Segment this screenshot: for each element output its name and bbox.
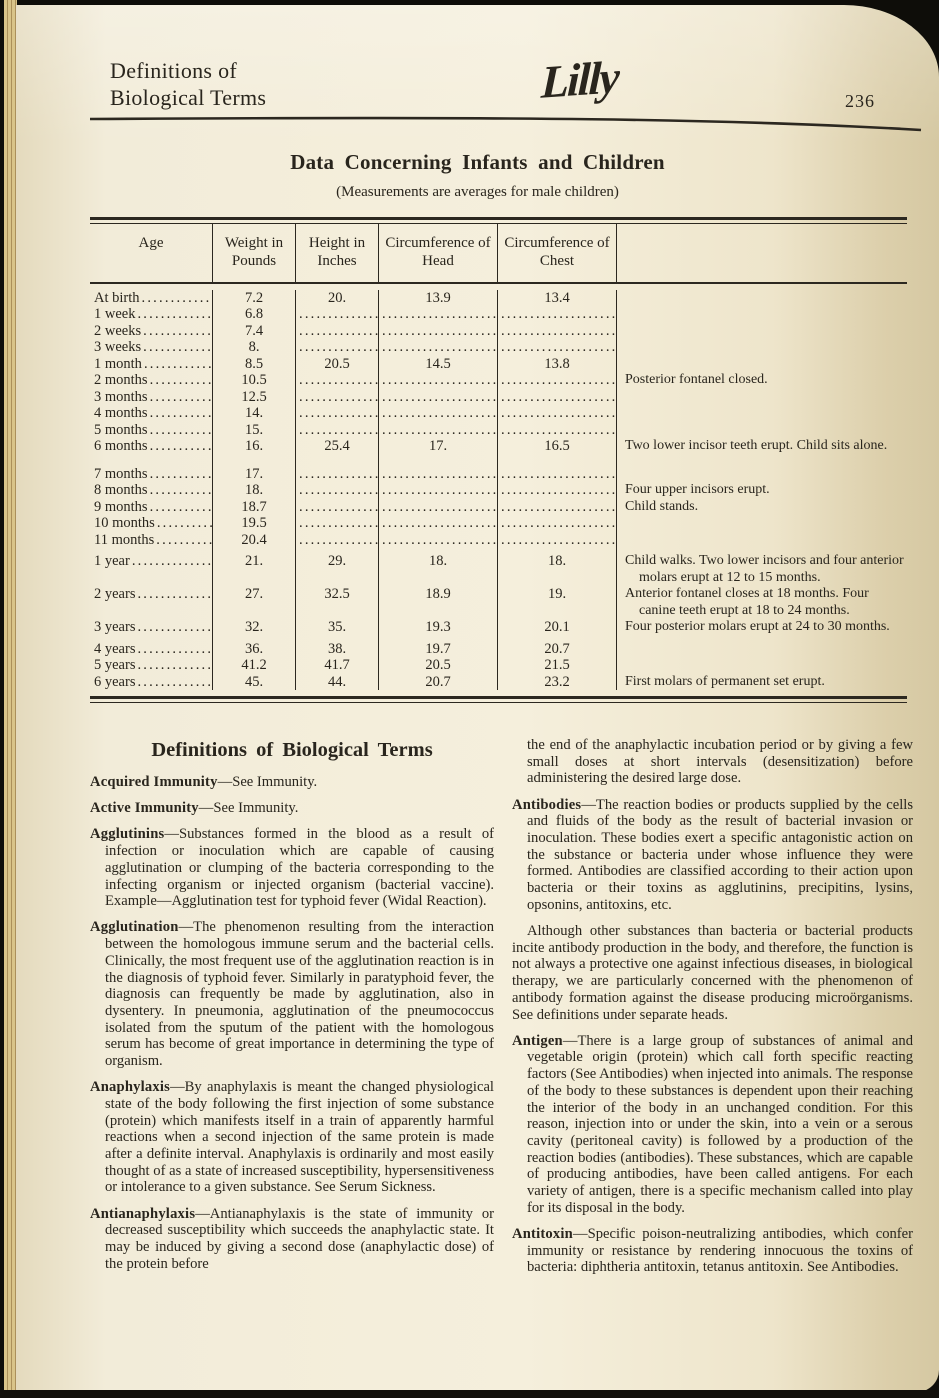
page-header [16,5,939,112]
chest-cell: 21.5 [497,657,616,674]
chest-cell [497,405,616,422]
running-head-line1: Definitions of [110,58,238,83]
head-cell: 18. [378,548,497,586]
age-cell: 1 week ..... [90,306,212,323]
table-bottom-rule [90,696,907,703]
definition-term: Agglutination [90,919,179,936]
chest-cell [497,389,616,406]
height-cell [295,405,378,422]
scan-background-bottom [0,1390,939,1398]
height-cell: 44. [295,674,378,691]
column-header-weight: Weight in Pounds [212,224,295,282]
chest-cell [497,323,616,340]
height-cell [295,306,378,323]
weight-cell: 32. [212,619,295,636]
head-cell [378,499,497,516]
scanned-page [16,5,939,1392]
head-cell [378,389,497,406]
note-cell [616,290,907,307]
definitions-left-column [90,737,494,1286]
height-cell: 32.5 [295,586,378,619]
head-cell [378,372,497,389]
definition-term: Antibodies [512,796,582,813]
head-cell: 19.3 [378,619,497,636]
weight-cell: 36. [212,636,295,658]
definition-continuation: the end of the anaphylactic incubation period or by giving a few small doses at short intervals (desensitization) before administering the desired large dose. [527,737,913,787]
table-row [90,323,907,340]
age-cell: 1 year ..... [90,548,212,586]
age-cell: 3 months ..... [90,389,212,406]
weight-cell: 8.5 [212,356,295,373]
definition-term: Active Immunity [90,800,199,817]
age-cell: At birth ..... [90,290,212,307]
table-row [90,515,907,532]
height-cell: 41.7 [295,657,378,674]
definition-entry: Agglutinins—Substances formed in the blood as a result of infection or inoculation which are capable of causing agglutination or clumping of the bacteria corresponding to the infecting organism or injected organism (bacterial vaccine). Example—Agglutination test for typhoid fever (Widal Reaction). [90,826,494,910]
age-cell: 3 weeks ..... [90,339,212,356]
table-row [90,339,907,356]
head-cell: 19.7 [378,636,497,658]
definition-term: Acquired Immunity [90,774,218,790]
age-cell: 6 months ..... [90,438,212,455]
age-cell: 2 weeks ..... [90,323,212,340]
height-cell [295,389,378,406]
note-cell: Four posterior molars erupt at 24 to 30 months. [616,619,907,636]
height-cell [295,372,378,389]
table-row [90,405,907,422]
definition-entry: Acquired Immunity—See Immunity. [90,774,318,790]
head-cell [378,422,497,439]
running-head [110,57,410,111]
head-cell [378,482,497,499]
weight-cell: 18.7 [212,499,295,516]
height-cell [295,323,378,340]
definition-term: Antitoxin [512,1225,573,1242]
chest-cell: 13.4 [497,290,616,307]
chest-cell [497,482,616,499]
note-cell [616,422,907,439]
definition-entry: Antibodies—The reaction bodies or products supplied by the cells and fluids of the body as the result of bacterial invasion or inoculation. These bodies exert a specific antagonistic action on the substance or bacteria under whose influence they were formed. Antibodies are classified according to their action upon bacteria or their toxins as agglutinins, precipitins, lysins, opsonins, antitoxins, etc. [512,796,913,913]
note-cell [616,356,907,373]
height-cell [295,482,378,499]
weight-cell: 27. [212,586,295,619]
age-cell: 6 years ..... [90,674,212,691]
chest-cell [497,499,616,516]
head-cell [378,339,497,356]
note-cell [616,323,907,340]
height-cell [295,532,378,549]
note-cell: Posterior fontanel closed. [616,372,907,389]
height-cell: 20. [295,290,378,307]
note-cell: Anterior fontanel closes at 18 months. Four canine teeth erupt at 18 to 24 months. [616,586,907,619]
age-cell: 1 month ..... [90,356,212,373]
page-number: 236 [845,91,875,111]
weight-cell: 45. [212,674,295,691]
definition-entry: Antigen—There is a large group of substances of animal and vegetable origin (protein) which call forth specific reacting factors (See Antibodies) when injected into animals. The response of the body to these substances is dependent upon their reaching the interior of the body in an unchanged condition. For this reason, injection into or under the skin, into a vein or a serous cavity (peritoneal cavity) is followed by a production of the reaction bodies (antibodies). These substances, which are capable of producing antibodies, have been called antigens. For each variety of antigen, there is a specific mechanism called into play for its disposal in the body. [512,1032,913,1216]
column-header-chest: Circumference of Chest [497,224,616,282]
weight-cell: 12.5 [212,389,295,406]
height-cell [295,499,378,516]
chest-cell [497,455,616,483]
weight-cell: 21. [212,548,295,586]
column-header-head: Circumference of Head [378,224,497,282]
weight-cell: 18. [212,482,295,499]
note-cell: Child stands. [616,499,907,516]
age-cell: 10 months ..... [90,515,212,532]
table-row [90,482,907,499]
chest-cell [497,339,616,356]
table-header-row [90,224,907,282]
definitions-heading: Definitions of Biological Terms [151,739,433,761]
weight-cell: 41.2 [212,657,295,674]
table-row [90,532,907,549]
weight-cell: 6.8 [212,306,295,323]
table-row [90,290,907,307]
definition-entry: Anaphylaxis—By anaphylaxis is meant the changed physiological state of the body following the first injection of some substance (protein) which manifests itself in a train of apparently harmful reactions when a second injection of the same protein is made after a definite interval. Anaphylaxis is ordinarily and most easily thought of as a state of increased susceptibility, hypersensitiveness or intolerance to a given substance. See Serum Sickness. [90,1079,494,1196]
definition-term: Antianaphylaxis [90,1205,196,1222]
head-cell [378,405,497,422]
table-row [90,619,907,636]
table-row [90,356,907,373]
chest-cell: 20.1 [497,619,616,636]
definition-entry: Antitoxin—Specific poison-neutralizing antibodies, which confer immunity or resistance by rendering innocuous the toxins of bacteria: diphtheria antitoxin, tetanus antitoxin. See Antibodies. [512,1225,913,1276]
table-top-rule [90,217,907,224]
height-cell: 38. [295,636,378,658]
chest-cell: 19. [497,586,616,619]
note-cell [616,636,907,658]
height-cell [295,515,378,532]
height-cell: 20.5 [295,356,378,373]
head-cell: 18.9 [378,586,497,619]
chest-cell: 13.8 [497,356,616,373]
table-row [90,586,907,619]
table-subtitle: (Measurements are averages for male children) [336,184,619,200]
age-cell: 4 years ..... [90,636,212,658]
note-cell [616,389,907,406]
age-cell: 8 months ..... [90,482,212,499]
chest-cell [497,515,616,532]
header-rule [90,116,922,134]
height-cell: 35. [295,619,378,636]
table-row [90,422,907,439]
chest-cell [497,532,616,549]
weight-cell: 16. [212,438,295,455]
weight-cell: 14. [212,405,295,422]
age-cell: 5 months ..... [90,422,212,439]
note-cell: Child walks. Two lower incisors and four anterior molars erupt at 12 to 15 months. [616,548,907,586]
running-head-line2: Biological Terms [110,85,267,110]
age-cell: 9 months ..... [90,499,212,516]
note-cell [616,532,907,549]
height-cell [295,339,378,356]
weight-cell: 15. [212,422,295,439]
note-cell [616,515,907,532]
note-cell [616,339,907,356]
head-cell [378,323,497,340]
column-header-notes [616,224,907,282]
column-header-height: Height in Inches [295,224,378,282]
age-cell: 2 years ..... [90,586,212,619]
height-cell: 25.4 [295,438,378,455]
head-cell [378,532,497,549]
table-title: Data Concerning Infants and Children [290,150,665,174]
definitions-right-column [512,737,913,1286]
table-row [90,636,907,658]
table-body [90,284,907,697]
age-cell: 3 years ..... [90,619,212,636]
weight-cell: 7.4 [212,323,295,340]
height-cell [295,422,378,439]
note-cell [616,455,907,483]
height-cell: 29. [295,548,378,586]
chest-cell: 16.5 [497,438,616,455]
age-cell: 11 months ..... [90,532,212,549]
head-cell: 20.7 [378,674,497,691]
table-row [90,674,907,691]
definition-term: Anaphylaxis [90,1079,171,1096]
chest-cell [497,306,616,323]
chest-cell [497,372,616,389]
definition-term: Antigen [512,1032,563,1049]
age-cell: 5 years ..... [90,657,212,674]
lilly-logo: Lilly [540,51,619,108]
age-cell: 4 months ..... [90,405,212,422]
head-cell: 13.9 [378,290,497,307]
table-row [90,455,907,483]
table-row [90,389,907,406]
column-header-age: Age [138,235,164,251]
table-row [90,438,907,455]
note-cell: Two lower incisor teeth erupt. Child sits alone. [616,438,907,455]
chest-cell: 18. [497,548,616,586]
definition-term: Agglutinins [90,826,165,843]
table-row [90,657,907,674]
weight-cell: 10.5 [212,372,295,389]
definition-entry: Antianaphylaxis—Antianaphylaxis is the state of immunity or decreased susceptibility which succeeds the anaphylactic state. It may be induced by giving a second dose (anaphylactic dose) of the protein before [90,1205,494,1272]
table-row [90,499,907,516]
note-cell [616,306,907,323]
definitions-section [90,737,913,1286]
weight-cell: 17. [212,455,295,483]
chest-cell: 23.2 [497,674,616,691]
weight-cell: 20.4 [212,532,295,549]
head-cell [378,455,497,483]
definition-entry: Active Immunity—See Immunity. [90,800,299,817]
chest-cell [497,422,616,439]
head-cell: 20.5 [378,657,497,674]
head-cell: 17. [378,438,497,455]
note-cell: First molars of permanent set erupt. [616,674,907,691]
note-cell [616,405,907,422]
head-cell [378,515,497,532]
book-edge-stripes [0,0,17,1398]
infants-table [90,217,907,703]
note-cell: Four upper incisors erupt. [616,482,907,499]
head-cell: 14.5 [378,356,497,373]
head-cell [378,306,497,323]
table-row [90,372,907,389]
note-cell [616,657,907,674]
definition-entry: Agglutination—The phenomenon resulting from the interaction between the homologous immune serum and the bacterial cells. Clinically, the most frequent use of the agglutination reaction is in the diagnosis of typhoid fever. Similarly in paratyphoid fever, the diagnosis can frequently be made by agglutination, also in dysentery. In pneumonia, agglutination of the pneumococcus isolated from the sputum of the patient with the homologous serum has become of great importance in determining the type of organism. [90,919,494,1070]
age-cell: 7 months ..... [90,455,212,483]
table-row [90,548,907,586]
weight-cell: 7.2 [212,290,295,307]
definition-entry-paragraph2: Although other substances than bacteria or bacterial products incite antibody production in the body, and therefore, the function is not always a protective one against infectious diseases, in biological therapy, we are particularly concerned with the phenomenon of antibody formation against the disease producing microörganisms. See definitions under separate heads. [512,923,913,1023]
age-cell: 2 months ..... [90,372,212,389]
weight-cell: 8. [212,339,295,356]
weight-cell: 19.5 [212,515,295,532]
chest-cell: 20.7 [497,636,616,658]
table-row [90,306,907,323]
height-cell [295,455,378,483]
